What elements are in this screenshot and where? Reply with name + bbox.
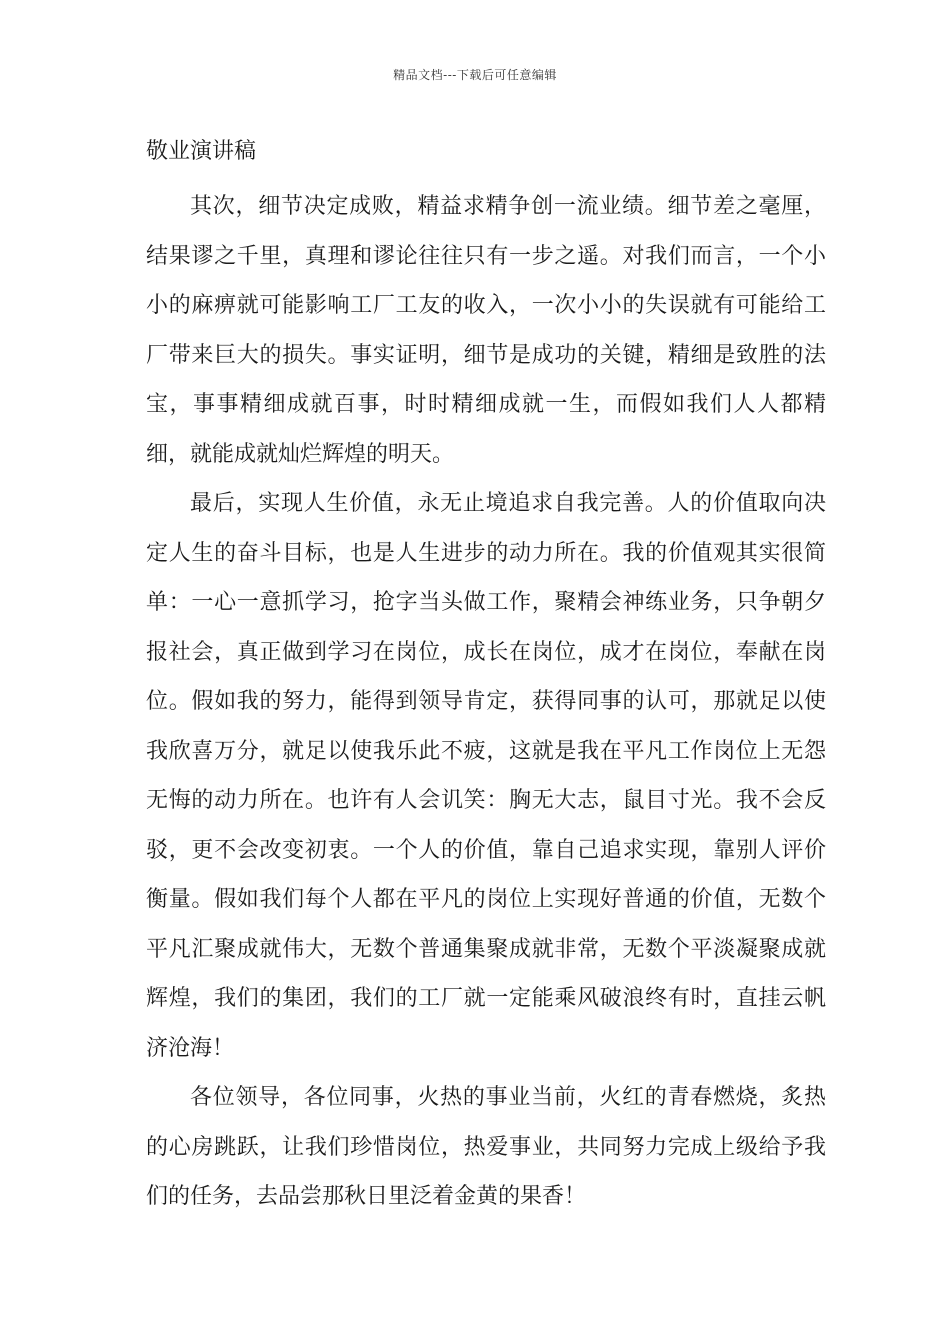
document-title: 敬业演讲稿 bbox=[146, 139, 257, 164]
paragraph: 各位领导，各位同事，火热的事业当前，火红的青春燃烧，炙热的心房跳跃，让我们珍惜岗位，热爱事业，共同努力完成上级给予我们的任务，去品尝那秋日里泛着金黄的果香！ bbox=[146, 1085, 826, 1209]
header-note: 精品文档---下载后可任意编辑 bbox=[393, 68, 557, 82]
paragraph: 最后，实现人生价值，永无止境追求自我完善。人的价值取向决定人生的奋斗目标，也是人生进步的动力所在。我的价值观其实很简单：一心一意抓学习，抢字当头做工作，聚精会神练业务，只争朝夕报社会，真正做到学习在岗位，成长在岗位，成才在岗位，奉献在岗位。假如我的努力，能得到领导肯定，获得同事的认可，那就足以使我欣喜万分，就足以使我乐此不疲，这就是我在平凡工作岗位上无怨无悔的动力所在。也许有人会讥笑：胸无大志，鼠目寸光。我不会反驳，更不会改变初衷。一个人的价值，靠自己追求实现，靠别人评价衡量。假如我们每个人都在平凡的岗位上实现好普通的价值，无数个平凡汇聚成就伟大，无数个普通集聚成就非常，无数个平淡凝聚成就辉煌，我们的集团，我们的工厂就一定能乘风破浪终有时，直挂云帆济沧海！ bbox=[146, 491, 826, 1061]
document-body bbox=[146, 182, 826, 1222]
paragraph: 其次，细节决定成败，精益求精争创一流业绩。细节差之毫厘，结果谬之千里，真理和谬论往往只有一步之遥。对我们而言，一个小小的麻痹就可能影响工厂工友的收入，一次小小的失误就有可能给工厂带来巨大的损失。事实证明，细节是成功的关键，精细是致胜的法宝，事事精细成就百事，时时精细成就一生，而假如我们人人都精细，就能成就灿烂辉煌的明天。 bbox=[146, 194, 826, 467]
